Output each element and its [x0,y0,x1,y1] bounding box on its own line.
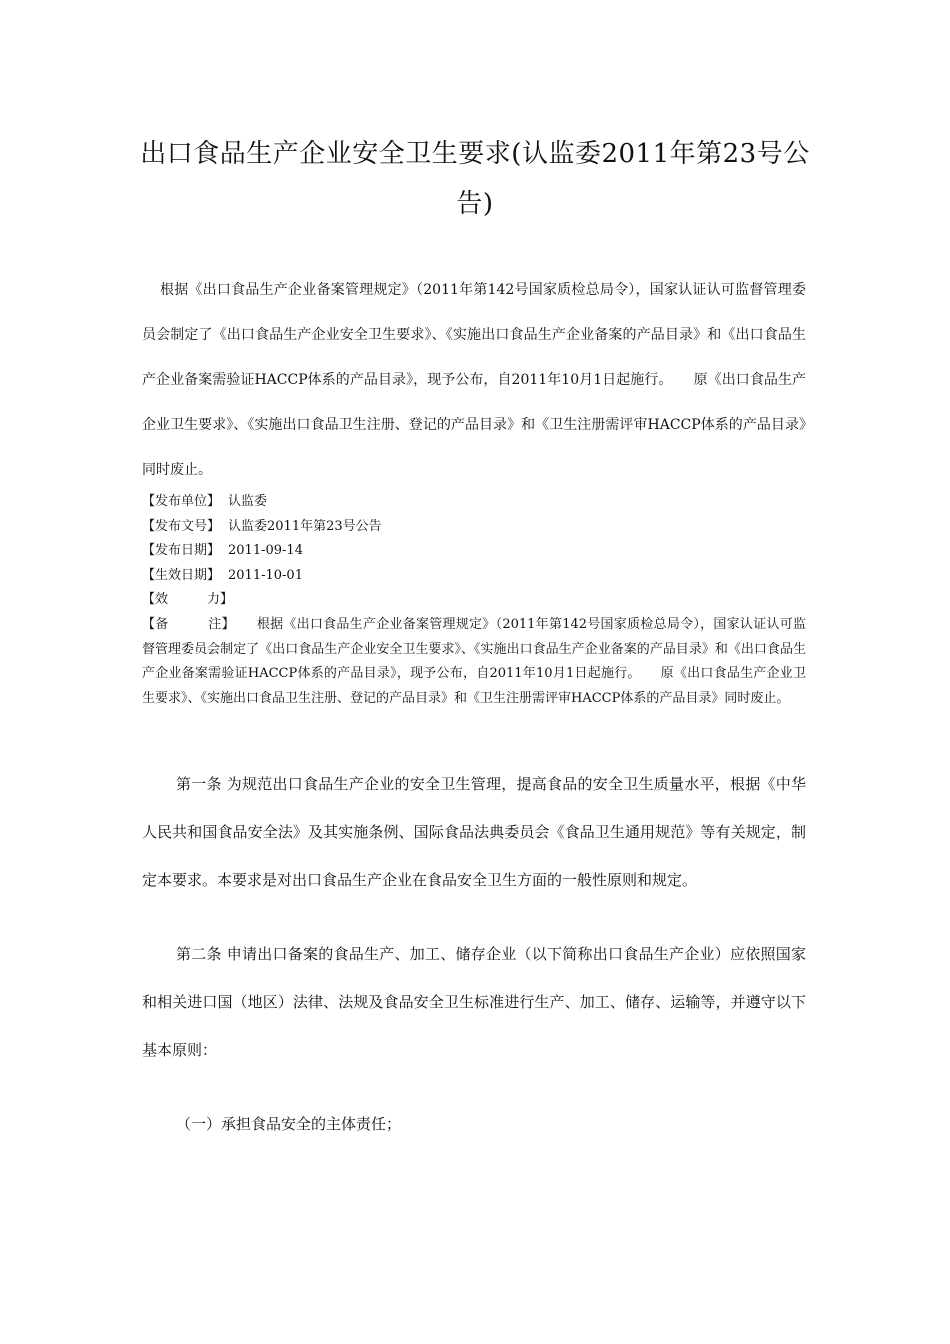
remark-value: 根据《出口食品生产企业备案管理规定》（2011年第142号国家质检总局令），国家认证认可监督管理委员会制定了《出口食品生产企业安全卫生要求》、《实施出口食品生产企业备案的产品目录》和《出口食品生产企业备案需验证HACCP体系的产品目录》，现予公布，自2011年10月1日起施行。 原《出口食品生产企业卫生要求》、《实施出口食品卫生注册、登记的产品目录》和《卫生注册需评审HACCP体系的产品目录》同时废止。 [142,616,806,706]
remark-row [142,613,806,711]
validity-row [142,588,806,613]
metadata-block [142,490,806,711]
article-2: 第二条 申请出口备案的食品生产、加工、储存企业（以下简称出口食品生产企业）应依照国家和相关进口国（地区）法律、法规及食品安全卫生标准进行生产、加工、储存、运输等，并遵守以下基本原则： [142,945,806,1059]
issuer-value: 认监委 [228,494,268,509]
doc-number-row [142,515,806,540]
document-title: 出口食品生产企业安全卫生要求(认监委2011年第23号公告) [140,139,810,220]
issuer-label: 【发布单位】 [142,494,221,509]
article-1: 第一条 为规范出口食品生产企业的安全卫生管理，提高食品的安全卫生质量水平，根据《中华人民共和国食品安全法》及其实施条例、国际食品法典委员会《食品卫生通用规范》等有关规定，制定本要求。本要求是对出口食品生产企业在食品安全卫生方面的一般性原则和规定。 [142,775,806,889]
issue-date-value: 2011-09-14 [228,543,303,559]
effective-date-label: 【生效日期】 [142,567,221,583]
intro-paragraph: 根据《出口食品生产企业备案管理规定》（2011年第142号国家质检总局令），国家认证认可监督管理委员会制定了《出口食品生产企业安全卫生要求》、《实施出口食品生产企业备案的产品目录》和《出口食品生产企业备案需验证HACCP体系的产品目录》，现予公布，自2011年10月1日起施行。 原《出口食品生产企业卫生要求》、《实施出口食品卫生注册、登记的产品目录》和《卫生注册需评审HACCP体系的产品目录》同时废止。 [142,282,806,478]
remark-label: 【备 注】 [142,616,235,632]
issuer-row [142,490,806,515]
effective-date-value: 2011-10-01 [228,567,303,583]
issue-date-label: 【发布日期】 [142,543,221,559]
validity-label: 【效 力】 [142,592,234,608]
principle-item-1: （一）承担食品安全的主体责任； [176,1115,402,1133]
doc-number-value: 认监委2011年第23号公告 [228,518,382,534]
doc-number-label: 【发布文号】 [142,518,221,534]
issue-date-row [142,539,806,564]
effective-date-row [142,564,806,589]
